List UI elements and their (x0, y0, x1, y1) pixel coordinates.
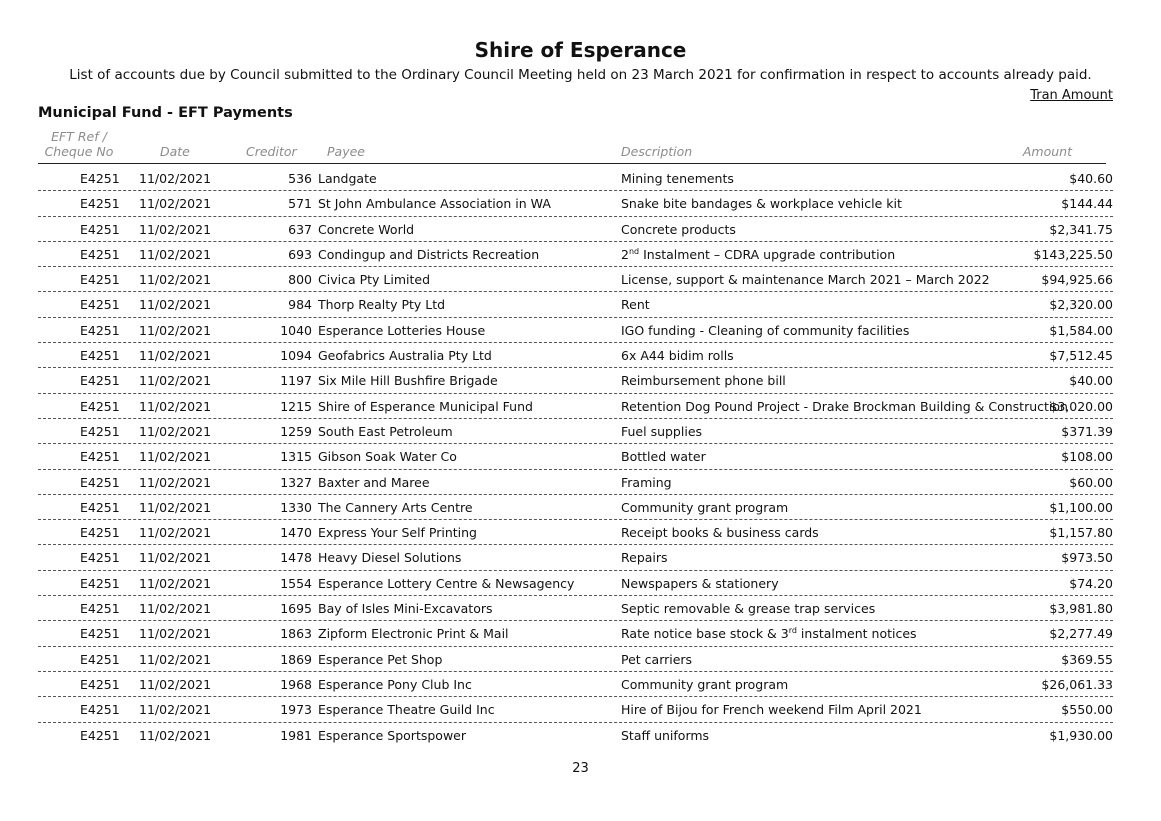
cell-creditor: 1040 (280, 322, 312, 338)
cell-ref: E4251 (80, 525, 120, 541)
page-number: 23 (572, 761, 589, 776)
header-ref (40, 129, 118, 159)
cell-date: 11/02/2021 (139, 398, 212, 414)
cell-payee: South East Petroleum (318, 423, 453, 439)
cell-description: 6x A44 bidim rolls (621, 348, 734, 364)
cell-amount: $1,157.80 (1049, 525, 1113, 541)
cell-amount: $1,584.00 (1049, 322, 1113, 338)
cell-date: 11/02/2021 (139, 676, 212, 692)
cell-amount: $143,225.50 (1033, 246, 1113, 262)
table-row (38, 697, 1113, 722)
cell-date: 11/02/2021 (139, 272, 212, 288)
table-row (38, 292, 1113, 317)
table-row (38, 470, 1113, 495)
cell-amount: $371.39 (1061, 423, 1113, 439)
cell-amount: $40.00 (1069, 373, 1113, 389)
description-text: Instalment – CDRA upgrade contribution (639, 246, 896, 262)
cell-date: 11/02/2021 (139, 449, 212, 465)
cell-ref: E4251 (80, 449, 120, 465)
cell-ref: E4251 (80, 423, 120, 439)
cell-payee: Thorp Realty Pty Ltd (318, 297, 446, 313)
cell-date: 11/02/2021 (139, 196, 212, 212)
cell-date: 11/02/2021 (139, 499, 212, 515)
table-row (38, 419, 1113, 444)
cell-ref: E4251 (80, 348, 120, 364)
cell-payee: The Cannery Arts Centre (318, 499, 473, 515)
table-row (38, 621, 1113, 646)
cell-payee: Geofabrics Australia Pty Ltd (318, 348, 492, 364)
cell-payee: Esperance Lotteries House (318, 322, 486, 338)
cell-ref: E4251 (80, 221, 120, 237)
cell-payee: Esperance Pony Club Inc (318, 676, 472, 692)
cell-amount: $40.60 (1069, 171, 1113, 186)
cell-ref: E4251 (80, 398, 120, 414)
cell-description: License, support & maintenance March 2021 – March 2022 (621, 272, 990, 288)
cell-amount: $108.00 (1061, 449, 1113, 465)
cell-creditor: 1197 (280, 373, 312, 389)
cell-ref: E4251 (80, 196, 120, 212)
cell-ref: E4251 (80, 676, 120, 692)
cell-description: Fuel supplies (621, 423, 703, 439)
cell-description: Rent (621, 297, 650, 313)
cell-creditor: 1315 (280, 449, 312, 465)
cell-date: 11/02/2021 (139, 601, 212, 617)
cell-date: 11/02/2021 (139, 474, 212, 490)
cell-date: 11/02/2021 (139, 550, 212, 566)
table-row (38, 596, 1113, 621)
cell-ref: E4251 (80, 297, 120, 313)
header-creditor: Creditor (246, 144, 297, 159)
table-row (38, 545, 1113, 570)
cell-ref: E4251 (80, 171, 120, 186)
cell-date: 11/02/2021 (139, 626, 212, 642)
cell-payee: Concrete World (318, 221, 415, 237)
table-row (38, 495, 1113, 520)
cell-amount: $369.55 (1061, 651, 1113, 667)
cell-payee: Civica Pty Limited (318, 272, 430, 288)
table-row (38, 571, 1113, 596)
cell-ref: E4251 (80, 550, 120, 566)
cell-amount: $3,981.80 (1049, 601, 1113, 617)
cell-date: 11/02/2021 (139, 727, 212, 743)
table-row (38, 343, 1113, 368)
cell-amount: $26,061.33 (1041, 676, 1113, 692)
cell-date: 11/02/2021 (139, 651, 212, 667)
cell-creditor: 1554 (280, 575, 312, 591)
page-title: Shire of Esperance (474, 38, 687, 62)
cell-creditor: 1973 (280, 702, 312, 718)
cell-payee: Shire of Esperance Municipal Fund (318, 398, 533, 414)
cell-payee: Condingup and Districts Recreation (318, 246, 540, 262)
cell-description: Snake bite bandages & workplace vehicle kit (621, 196, 902, 212)
cell-creditor: 693 (288, 246, 312, 262)
column-headers (38, 127, 1106, 164)
description-text: 2 (621, 246, 629, 262)
table-row (38, 520, 1113, 545)
cell-date: 11/02/2021 (139, 423, 212, 439)
cell-payee: St John Ambulance Association in WA (318, 196, 551, 212)
cell-ref: E4251 (80, 272, 120, 288)
header-ref-line1: EFT Ref / (51, 129, 107, 144)
table-row (38, 394, 1113, 419)
description-superscript: nd (628, 246, 640, 256)
cell-payee: Esperance Theatre Guild Inc (318, 702, 495, 718)
cell-date: 11/02/2021 (139, 322, 212, 338)
cell-amount: $1,930.00 (1049, 727, 1113, 743)
cell-date: 11/02/2021 (139, 246, 212, 262)
cell-creditor: 1869 (280, 651, 312, 667)
cell-date: 11/02/2021 (139, 221, 212, 237)
header-payee: Payee (327, 144, 365, 159)
cell-description: IGO funding - Cleaning of community facilities (621, 322, 910, 338)
cell-date: 11/02/2021 (139, 525, 212, 541)
payments-table (38, 166, 1113, 747)
table-row (38, 217, 1113, 242)
cell-payee: Heavy Diesel Solutions (318, 550, 462, 566)
table-row (38, 368, 1113, 393)
cell-creditor: 984 (288, 297, 312, 313)
cell-description: Framing (621, 474, 672, 490)
cell-amount: $973.50 (1061, 550, 1113, 566)
cell-ref: E4251 (80, 499, 120, 515)
cell-amount: $550.00 (1061, 702, 1113, 718)
description-text: instalment notices (796, 626, 917, 642)
cell-description: Receipt books & business cards (621, 525, 819, 541)
table-row (38, 672, 1113, 697)
cell-payee: Six Mile Hill Bushfire Brigade (318, 373, 498, 389)
table-row (38, 647, 1113, 672)
cell-creditor: 1330 (280, 499, 312, 515)
header-description: Description (621, 144, 693, 159)
cell-description: Repairs (621, 550, 668, 566)
description-text: Rate notice base stock & 3 (621, 626, 789, 642)
cell-amount: $144.44 (1061, 196, 1113, 212)
header-amount: Amount (1022, 144, 1072, 159)
cell-payee: Express Your Self Printing (318, 525, 477, 541)
cell-date: 11/02/2021 (139, 171, 212, 186)
cell-date: 11/02/2021 (139, 297, 212, 313)
cell-payee: Zipform Electronic Print & Mail (318, 626, 509, 642)
cell-ref: E4251 (80, 651, 120, 667)
header-date: Date (160, 144, 190, 159)
cell-creditor: 1968 (280, 676, 312, 692)
cell-creditor: 1981 (280, 727, 312, 743)
page-subtitle: List of accounts due by Council submitted to the Ordinary Council Meeting held on 23 March 2021 for confirmation in respect to accounts already paid. (69, 67, 1092, 83)
cell-payee: Esperance Pet Shop (318, 651, 443, 667)
cell-payee: Bay of Isles Mini-Excavators (318, 601, 493, 617)
table-row (38, 242, 1113, 267)
cell-ref: E4251 (80, 601, 120, 617)
cell-amount: $2,341.75 (1049, 221, 1113, 237)
cell-creditor: 1259 (280, 423, 312, 439)
fund-heading: Municipal Fund - EFT Payments (38, 105, 293, 121)
table-row (38, 723, 1113, 747)
cell-date: 11/02/2021 (139, 373, 212, 389)
table-row (38, 444, 1113, 469)
cell-amount: $1,100.00 (1049, 499, 1113, 515)
cell-description: Mining tenements (621, 171, 734, 186)
cell-creditor: 1094 (280, 348, 312, 364)
cell-description: Pet carriers (621, 651, 693, 667)
header-ref-line2: Cheque No (44, 144, 114, 159)
cell-amount: $3,020.00 (1049, 398, 1113, 414)
cell-creditor: 1327 (280, 474, 312, 490)
cell-date: 11/02/2021 (139, 575, 212, 591)
table-row (38, 166, 1113, 191)
cell-creditor: 800 (288, 272, 312, 288)
cell-description: Concrete products (621, 221, 736, 237)
cell-creditor: 1863 (280, 626, 312, 642)
cell-ref: E4251 (80, 373, 120, 389)
cell-creditor: 1215 (280, 398, 312, 414)
cell-description (621, 247, 895, 262)
cell-description: Newspapers & stationery (621, 575, 779, 591)
cell-amount: $2,277.49 (1049, 626, 1113, 642)
cell-ref: E4251 (80, 322, 120, 338)
cell-date: 11/02/2021 (139, 348, 212, 364)
tran-amount-label: Tran Amount (1030, 88, 1113, 103)
cell-creditor: 536 (288, 171, 312, 186)
description-superscript: rd (788, 626, 797, 636)
cell-ref: E4251 (80, 246, 120, 262)
cell-ref: E4251 (80, 702, 120, 718)
cell-creditor: 637 (288, 221, 312, 237)
cell-payee: Gibson Soak Water Co (318, 449, 457, 465)
cell-ref: E4251 (80, 575, 120, 591)
cell-payee: Esperance Sportspower (318, 727, 466, 743)
cell-description: Community grant program (621, 499, 789, 515)
cell-creditor: 571 (288, 196, 312, 212)
cell-description: Hire of Bijou for French weekend Film April 2021 (621, 702, 922, 718)
table-row (38, 267, 1113, 292)
cell-ref: E4251 (80, 727, 120, 743)
cell-payee: Landgate (318, 171, 377, 186)
cell-creditor: 1478 (280, 550, 312, 566)
cell-description: Community grant program (621, 676, 789, 692)
table-row (38, 318, 1113, 343)
cell-description: Septic removable & grease trap services (621, 601, 876, 617)
cell-payee: Esperance Lottery Centre & Newsagency (318, 575, 575, 591)
cell-date: 11/02/2021 (139, 702, 212, 718)
cell-creditor: 1695 (280, 601, 312, 617)
cell-description (621, 626, 917, 641)
cell-amount: $94,925.66 (1041, 272, 1113, 288)
cell-description: Reimbursement phone bill (621, 373, 786, 389)
cell-amount: $74.20 (1069, 575, 1113, 591)
cell-amount: $60.00 (1069, 474, 1113, 490)
cell-description: Retention Dog Pound Project - Drake Brockman Building & Construction (621, 398, 1068, 414)
cell-description: Staff uniforms (621, 727, 710, 743)
cell-amount: $7,512.45 (1049, 348, 1113, 364)
cell-ref: E4251 (80, 474, 120, 490)
cell-creditor: 1470 (280, 525, 312, 541)
cell-amount: $2,320.00 (1049, 297, 1113, 313)
cell-description: Bottled water (621, 449, 706, 465)
table-row (38, 191, 1113, 216)
cell-payee: Baxter and Maree (318, 474, 430, 490)
cell-ref: E4251 (80, 626, 120, 642)
